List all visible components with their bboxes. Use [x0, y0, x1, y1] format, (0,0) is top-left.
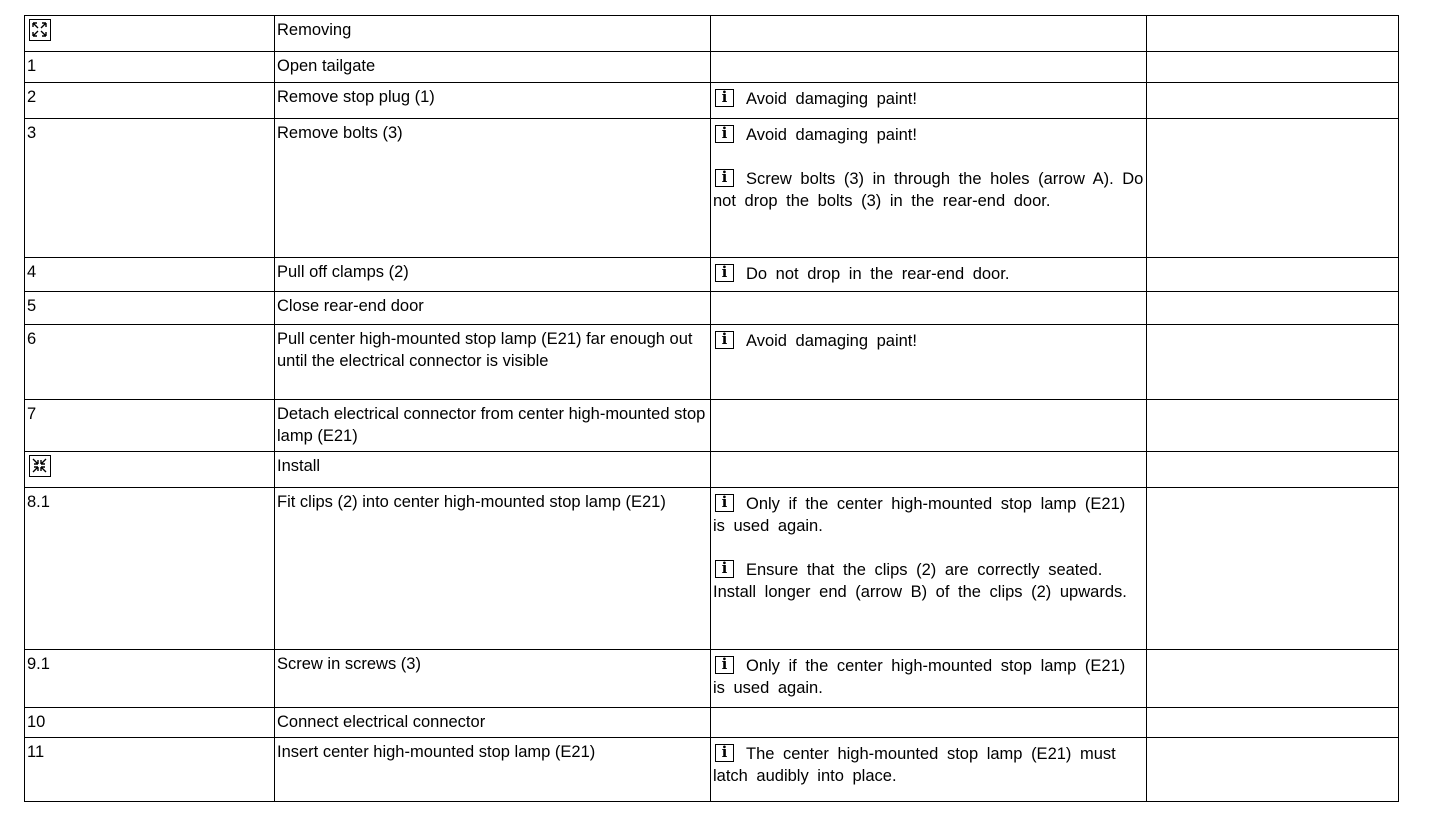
- procedure-table: [24, 15, 1399, 802]
- note-cell: [711, 292, 1147, 325]
- step-cell: [25, 258, 275, 292]
- step-number: 8.1: [27, 493, 50, 511]
- extra-cell: [1147, 488, 1399, 650]
- extra-cell: [1147, 16, 1399, 52]
- extra-cell: [1147, 650, 1399, 708]
- extra-cell: [1147, 52, 1399, 83]
- install-section-icon: [29, 455, 51, 477]
- table-row: [25, 16, 1399, 52]
- note-cell: [711, 325, 1147, 400]
- table-row: [25, 83, 1399, 119]
- action-text: Install: [277, 457, 321, 475]
- extra-cell: [1147, 119, 1399, 258]
- step-cell: [25, 292, 275, 325]
- info-icon: i: [715, 331, 734, 349]
- table-row: [25, 258, 1399, 292]
- step-cell: [25, 325, 275, 400]
- extra-cell: [1147, 400, 1399, 452]
- table-row: [25, 708, 1399, 738]
- note-text: Screw bolts (3) in through the holes (arrow A). Do not drop the bolts (3) in the rear-end door.: [713, 170, 1144, 210]
- note: [713, 263, 1144, 285]
- table-row: [25, 650, 1399, 708]
- note-cell: [711, 708, 1147, 738]
- table-row: [25, 452, 1399, 488]
- step-number: 1: [27, 57, 37, 75]
- action-text: Pull off clamps (2): [277, 263, 409, 281]
- note: [713, 88, 1144, 110]
- table-row: [25, 52, 1399, 83]
- table-row: [25, 325, 1399, 400]
- step-number: 10: [27, 713, 46, 731]
- note-cell: [711, 83, 1147, 119]
- step-number: 4: [27, 263, 37, 281]
- step-cell: [25, 708, 275, 738]
- note-cell: [711, 258, 1147, 292]
- note-text: The center high-mounted stop lamp (E21) must latch audibly into place.: [713, 745, 1116, 785]
- table-row: [25, 488, 1399, 650]
- extra-cell: [1147, 325, 1399, 400]
- note-cell: [711, 452, 1147, 488]
- step-cell: [25, 52, 275, 83]
- note-text: Only if the center high-mounted stop lamp (E21) is used again.: [713, 657, 1126, 697]
- step-cell: [25, 400, 275, 452]
- action-cell: [275, 258, 711, 292]
- note: [713, 743, 1144, 787]
- note-text: Only if the center high-mounted stop lamp (E21) is used again.: [713, 495, 1126, 535]
- action-text: Detach electrical connector from center high-mounted stop lamp (E21): [277, 405, 706, 445]
- step-number: 5: [27, 297, 37, 315]
- note-cell: [711, 400, 1147, 452]
- step-cell: [25, 119, 275, 258]
- action-text: Insert center high-mounted stop lamp (E21): [277, 743, 596, 761]
- action-cell: [275, 650, 711, 708]
- info-icon: i: [715, 744, 734, 762]
- table-row: [25, 400, 1399, 452]
- action-text: Remove bolts (3): [277, 124, 403, 142]
- info-icon: i: [715, 89, 734, 107]
- note-cell: [711, 52, 1147, 83]
- action-text: Close rear-end door: [277, 297, 424, 315]
- action-text: Remove stop plug (1): [277, 88, 435, 106]
- removing-section-icon: [29, 19, 51, 41]
- step-cell: [25, 83, 275, 119]
- extra-cell: [1147, 452, 1399, 488]
- note: [713, 655, 1144, 699]
- table-row: [25, 119, 1399, 258]
- action-text: Removing: [277, 21, 352, 39]
- note-cell: [711, 488, 1147, 650]
- info-icon: i: [715, 494, 734, 512]
- note-text: Do not drop in the rear-end door.: [746, 265, 1010, 283]
- extra-cell: [1147, 292, 1399, 325]
- action-cell: [275, 325, 711, 400]
- note: [713, 493, 1144, 537]
- step-number: 7: [27, 405, 37, 423]
- action-cell: [275, 83, 711, 119]
- step-number: 2: [27, 88, 37, 106]
- note-text: Avoid damaging paint!: [746, 332, 917, 350]
- step-number: 11: [27, 743, 45, 761]
- extra-cell: [1147, 83, 1399, 119]
- note: [713, 330, 1144, 352]
- action-cell: [275, 16, 711, 52]
- action-cell: [275, 452, 711, 488]
- action-cell: [275, 738, 711, 802]
- step-cell: [25, 738, 275, 802]
- action-text: Open tailgate: [277, 57, 376, 75]
- extra-cell: [1147, 738, 1399, 802]
- info-icon: i: [715, 125, 734, 143]
- note: [713, 559, 1144, 603]
- info-icon: i: [715, 656, 734, 674]
- step-number: 9.1: [27, 655, 50, 673]
- note-text: Avoid damaging paint!: [746, 90, 917, 108]
- extra-cell: [1147, 708, 1399, 738]
- info-icon: i: [715, 560, 734, 578]
- action-text: Pull center high-mounted stop lamp (E21) far enough out until the electrical connector is visible: [277, 330, 693, 370]
- table-row: [25, 292, 1399, 325]
- action-cell: [275, 400, 711, 452]
- table-row: [25, 738, 1399, 802]
- step-cell: [25, 452, 275, 488]
- step-cell: [25, 650, 275, 708]
- action-text: Fit clips (2) into center high-mounted stop lamp (E21): [277, 493, 666, 511]
- action-text: Connect electrical connector: [277, 713, 486, 731]
- step-cell: [25, 488, 275, 650]
- action-cell: [275, 52, 711, 83]
- note-cell: [711, 16, 1147, 52]
- note: [713, 124, 1144, 146]
- action-cell: [275, 119, 711, 258]
- note-cell: [711, 119, 1147, 258]
- action-cell: [275, 708, 711, 738]
- note-text: Ensure that the clips (2) are correctly seated. Install longer end (arrow B) of the clips (2) upwards.: [713, 561, 1127, 601]
- action-cell: [275, 488, 711, 650]
- step-cell: [25, 16, 275, 52]
- extra-cell: [1147, 258, 1399, 292]
- info-icon: i: [715, 264, 734, 282]
- action-cell: [275, 292, 711, 325]
- step-number: 3: [27, 124, 37, 142]
- note-cell: [711, 650, 1147, 708]
- note: [713, 168, 1144, 212]
- step-number: 6: [27, 330, 37, 348]
- procedure-table-body: [25, 16, 1399, 802]
- note-cell: [711, 738, 1147, 802]
- note-text: Avoid damaging paint!: [746, 126, 917, 144]
- action-text: Screw in screws (3): [277, 655, 421, 673]
- info-icon: i: [715, 169, 734, 187]
